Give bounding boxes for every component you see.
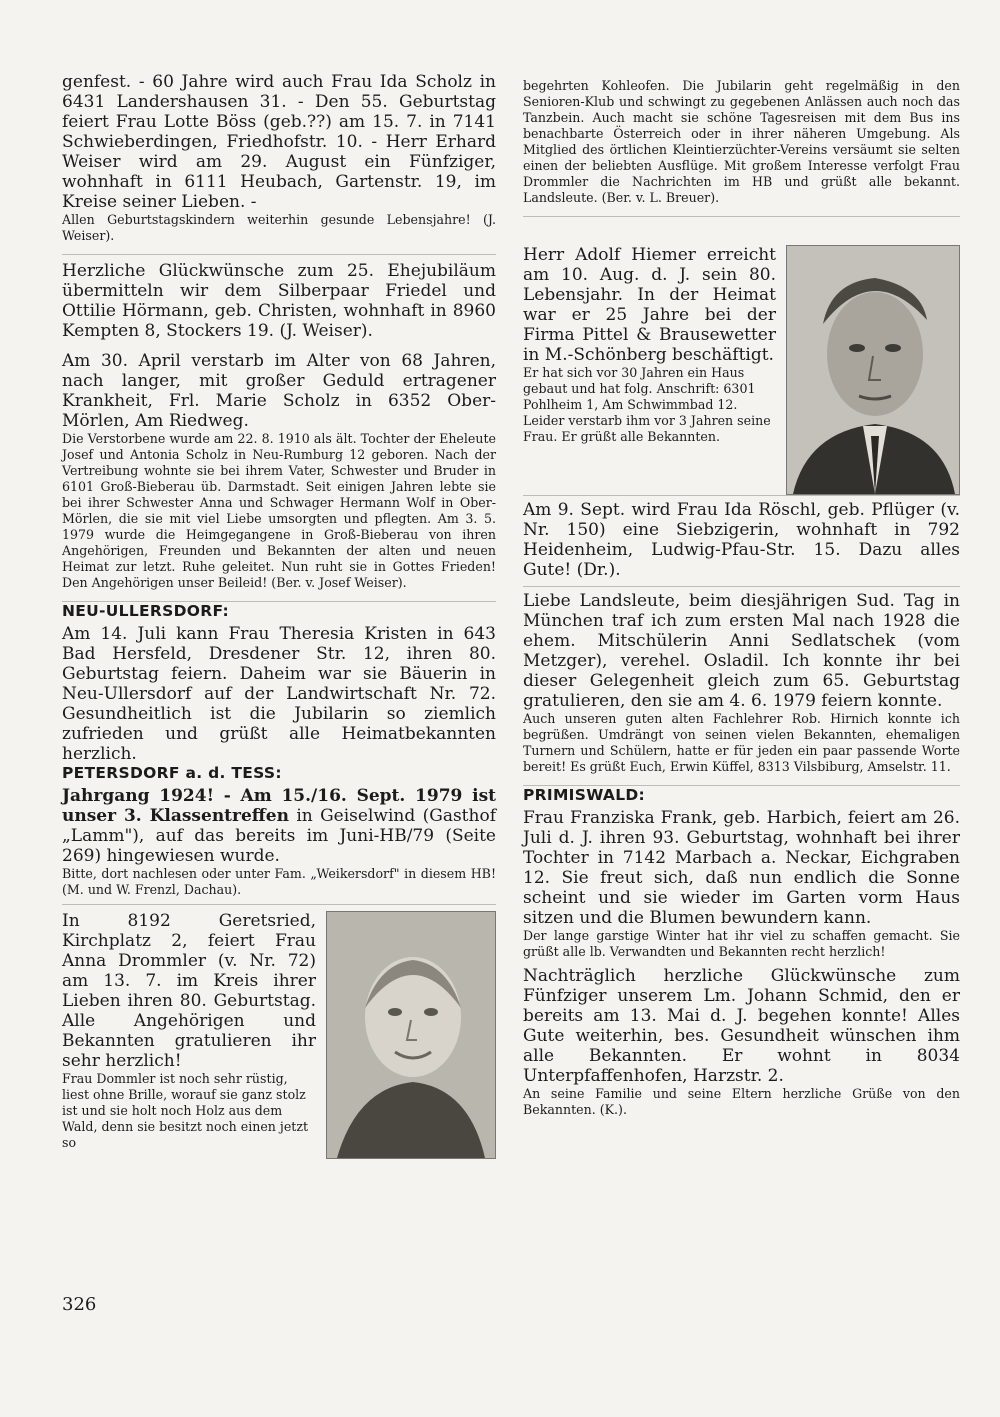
section-heading-petersdorf: PETERSDORF a. d. TESS: <box>62 764 282 782</box>
divider <box>62 904 496 905</box>
hiemer-birthday-paragraph: Herr Adolf Hiemer erreicht am 10. Aug. d. J. sein 80. Lebensjahr. In der Heimat war er 25 Jahre bei der Firma Pittel & Brausewetter in M.-Schönberg beschäftigt. <box>523 245 776 365</box>
kristen-birthday-paragraph: Am 14. Juli kann Frau Theresia Kristen in 643 Bad Hersfeld, Dresdener Str. 12, ihren 80. Geburtstag feiern. Daheim war sie Bäuerin in Neu-Ullersdorf auf der Landwirtschaft Nr. 72. Gesundheitlich ist die Jubilarin so ziemlich zufrieden und grüßt alle Heimatbekannten herzlich. <box>62 624 496 764</box>
silver-wedding-paragraph: Herzliche Glückwünsche zum 25. Ehejubiläum übermitteln wir dem Silberpaar Friedel und Ottilie Hörmann, geb. Christen, wohnhaft in 8960 Kempten 8, Stockers 19. (J. Weiser). <box>62 261 496 341</box>
drommler-continuation: begehrten Kohleofen. Die Jubilarin geht regelmäßig in den Senioren-Klub und schwingt zu gegebenen Anlässen auch noch das Tanzbein. Auch macht sie schöne Tagesreisen mit dem Bus ins benachbarte Österreich oder in ihrer näheren Umgebung. Als Mitglied des örtlichen Kleintierzüchter-Vereins versäumt sie selten einen der beliebten Ausflüge. Mit großem Interesse verfolgt Frau Drommler die Nachrichten im HB und grüßt alle bekannt. Landsleute. (Ber. v. L. Breuer). <box>523 78 960 205</box>
obituary-paragraph: Am 30. April verstarb im Alter von 68 Jahren, nach langer, mit großer Geduld ertragener Krankheit, Frl. Marie Scholz in 6352 Ober-Mörlen, Am Riedweg. <box>62 351 496 431</box>
class-reunion-note: Bitte, dort nachlesen oder unter Fam. „Weikersdorf" in diesem HB! (M. und W. Frenzl, Dachau). <box>62 866 496 897</box>
portrait-photo-adolf-hiemer <box>786 245 960 495</box>
schmid-details: An seine Familie und seine Eltern herzliche Grüße von den Bekannten. (K.). <box>523 1086 960 1117</box>
right-column <box>523 78 960 1118</box>
reunion-munich-details: Auch unseren guten alten Fachlehrer Rob. Hirnich konnte ich begrüßen. Umdrängt von seinen vielen Bekannten, ehemaligen Turnern und Schülern, hatte er für jeden ein paar passende Worte bereit! Es grüßt Euch, Erwin Küffel, 8313 Vilsbiburg, Amselstr. 11. <box>523 711 960 774</box>
class-reunion-paragraph <box>62 786 496 866</box>
frank-birthday-paragraph: Frau Franziska Frank, geb. Harbich, feiert am 26. Juli d. J. ihren 93. Geburtstag, wohnhaft bei ihrer Tochter in 7142 Marbach a. Neckar, Eichgraben 12. Sie freut sich, daß nun endlich die Sonne scheint und sie wieder im Garten vorm Haus sitzen und die Blumen bewundern kann. <box>523 808 960 928</box>
hiemer-details: Er hat sich vor 30 Jahren ein Haus gebaut und hat folg. Anschrift: 6301 Pohlheim 1, Am Schwimmbad 12. Leider verstarb ihm vor 3 Jahren seine Frau. Er grüßt alle Bekannten. <box>523 365 771 444</box>
portrait-man-image <box>787 246 959 494</box>
class-reunion-bold: Jahrgang 1924! - Am 15./16. Sept. 1979 ist unser 3. Klassentreffen <box>62 786 496 826</box>
birthday-wishes-note: Allen Geburtstagskindern weiterhin gesunde Lebensjahre! (J. Weiser). <box>62 212 496 243</box>
divider <box>62 254 496 255</box>
birthday-notices-paragraph: genfest. - 60 Jahre wird auch Frau Ida Scholz in 6431 Landershausen 31. - Den 55. Geburtstag feiert Frau Lotte Böss (geb.??) am 15. 7. in 7141 Schwieberdingen, Friedhofstr. 10. - Herr Erhard Weiser wird am 29. August ein Fünfziger, wohnhaft in 6111 Heubach, Gartenstr. 19, im Kreise seiner Lieben. - <box>62 72 496 212</box>
drommler-article <box>62 911 496 1151</box>
hiemer-article <box>523 245 960 445</box>
class-reunion-text: in Geiselwind (Gasthof „Lamm"), auf das bereits im Juni-HB/79 (Seite 269) hingewiesen wurde. <box>62 806 496 866</box>
roeschl-birthday-paragraph: Am 9. Sept. wird Frau Ida Röschl, geb. Pflüger (v. Nr. 150) eine Siebzigerin, wohnhaft in 792 Heidenheim, Ludwig-Pfau-Str. 15. Dazu alles Gute! (Dr.). <box>523 500 960 580</box>
page-number: 326 <box>62 1294 97 1315</box>
section-heading-primiswald: PRIMISWALD: <box>523 786 646 804</box>
portrait-photo-anna-drommler <box>326 911 496 1159</box>
drommler-birthday-paragraph: In 8192 Geretsried, Kirchplatz 2, feiert Frau Anna Drommler (v. Nr. 72) am 13. 7. im Kreis ihrer Lieben ihren 80. Geburtstag. Alle Angehörigen und Bekannten gratulieren ihr sehr herzlich! <box>62 911 316 1071</box>
divider <box>523 495 960 496</box>
frank-details: Der lange garstige Winter hat ihr viel zu schaffen gemacht. Sie grüßt alle lb. Verwandten und Bekannten recht herzlich! <box>523 928 960 959</box>
drommler-details: Frau Dommler ist noch sehr rüstig, liest ohne Brille, worauf sie ganz stolz ist und sie holt noch Holz aus dem Wald, denn sie besitzt noch einen jetzt so <box>62 1071 309 1150</box>
portrait-woman-image <box>327 912 495 1158</box>
divider <box>523 216 960 217</box>
schmid-birthday-paragraph: Nachträglich herzliche Glückwünsche zum Fünfziger unserem Lm. Johann Schmid, den er bereits am 13. Mai d. J. begehen konnte! Alles Gute weiterhin, bes. Gesundheit wünschen ihm alle Bekannten. Er wohnt in 8034 Unterpfaffenhofen, Harzstr. 2. <box>523 966 960 1086</box>
section-heading-neu-ullersdorf: NEU-ULLERSDORF: <box>62 602 230 620</box>
left-column <box>62 72 496 1159</box>
obituary-details: Die Verstorbene wurde am 22. 8. 1910 als ält. Tochter der Eheleute Josef und Antonia Scholz in Neu-Rumburg 12 geboren. Nach der Vertreibung wohnte sie bei ihrem Vater, Schwester und Bruder in 6101 Groß-Bieberau üb. Darmstadt. Seit einigen Jahren lebte sie bei ihrer Schwester Anna und Schwager Hermann Wolf in Ober-Mörlen, die sie mit viel Liebe umsorgten und pflegten. Am 3. 5. 1979 wurde die Heimgegangene in Groß-Bieberau von ihren Angehörigen, Freunden und Bekannten der alten und neuen Heimat zur letzt. Ruhe geleitet. Nun ruht sie in Gottes Frieden! Den Angehörigen unser Beileid! (Ber. v. Josef Weiser). <box>62 431 496 590</box>
divider <box>523 586 960 587</box>
reunion-munich-paragraph: Liebe Landsleute, beim diesjährigen Sud. Tag in München traf ich zum ersten Mal nach 1928 die ehem. Mitschülerin Anni Sedlatschek (vom Metzger), verehel. Osladil. Ich konnte ihr bei dieser Gelegenheit gleich zum 65. Geburtstag gratulieren, den sie am 4. 6. 1979 feiern konnte. <box>523 591 960 711</box>
